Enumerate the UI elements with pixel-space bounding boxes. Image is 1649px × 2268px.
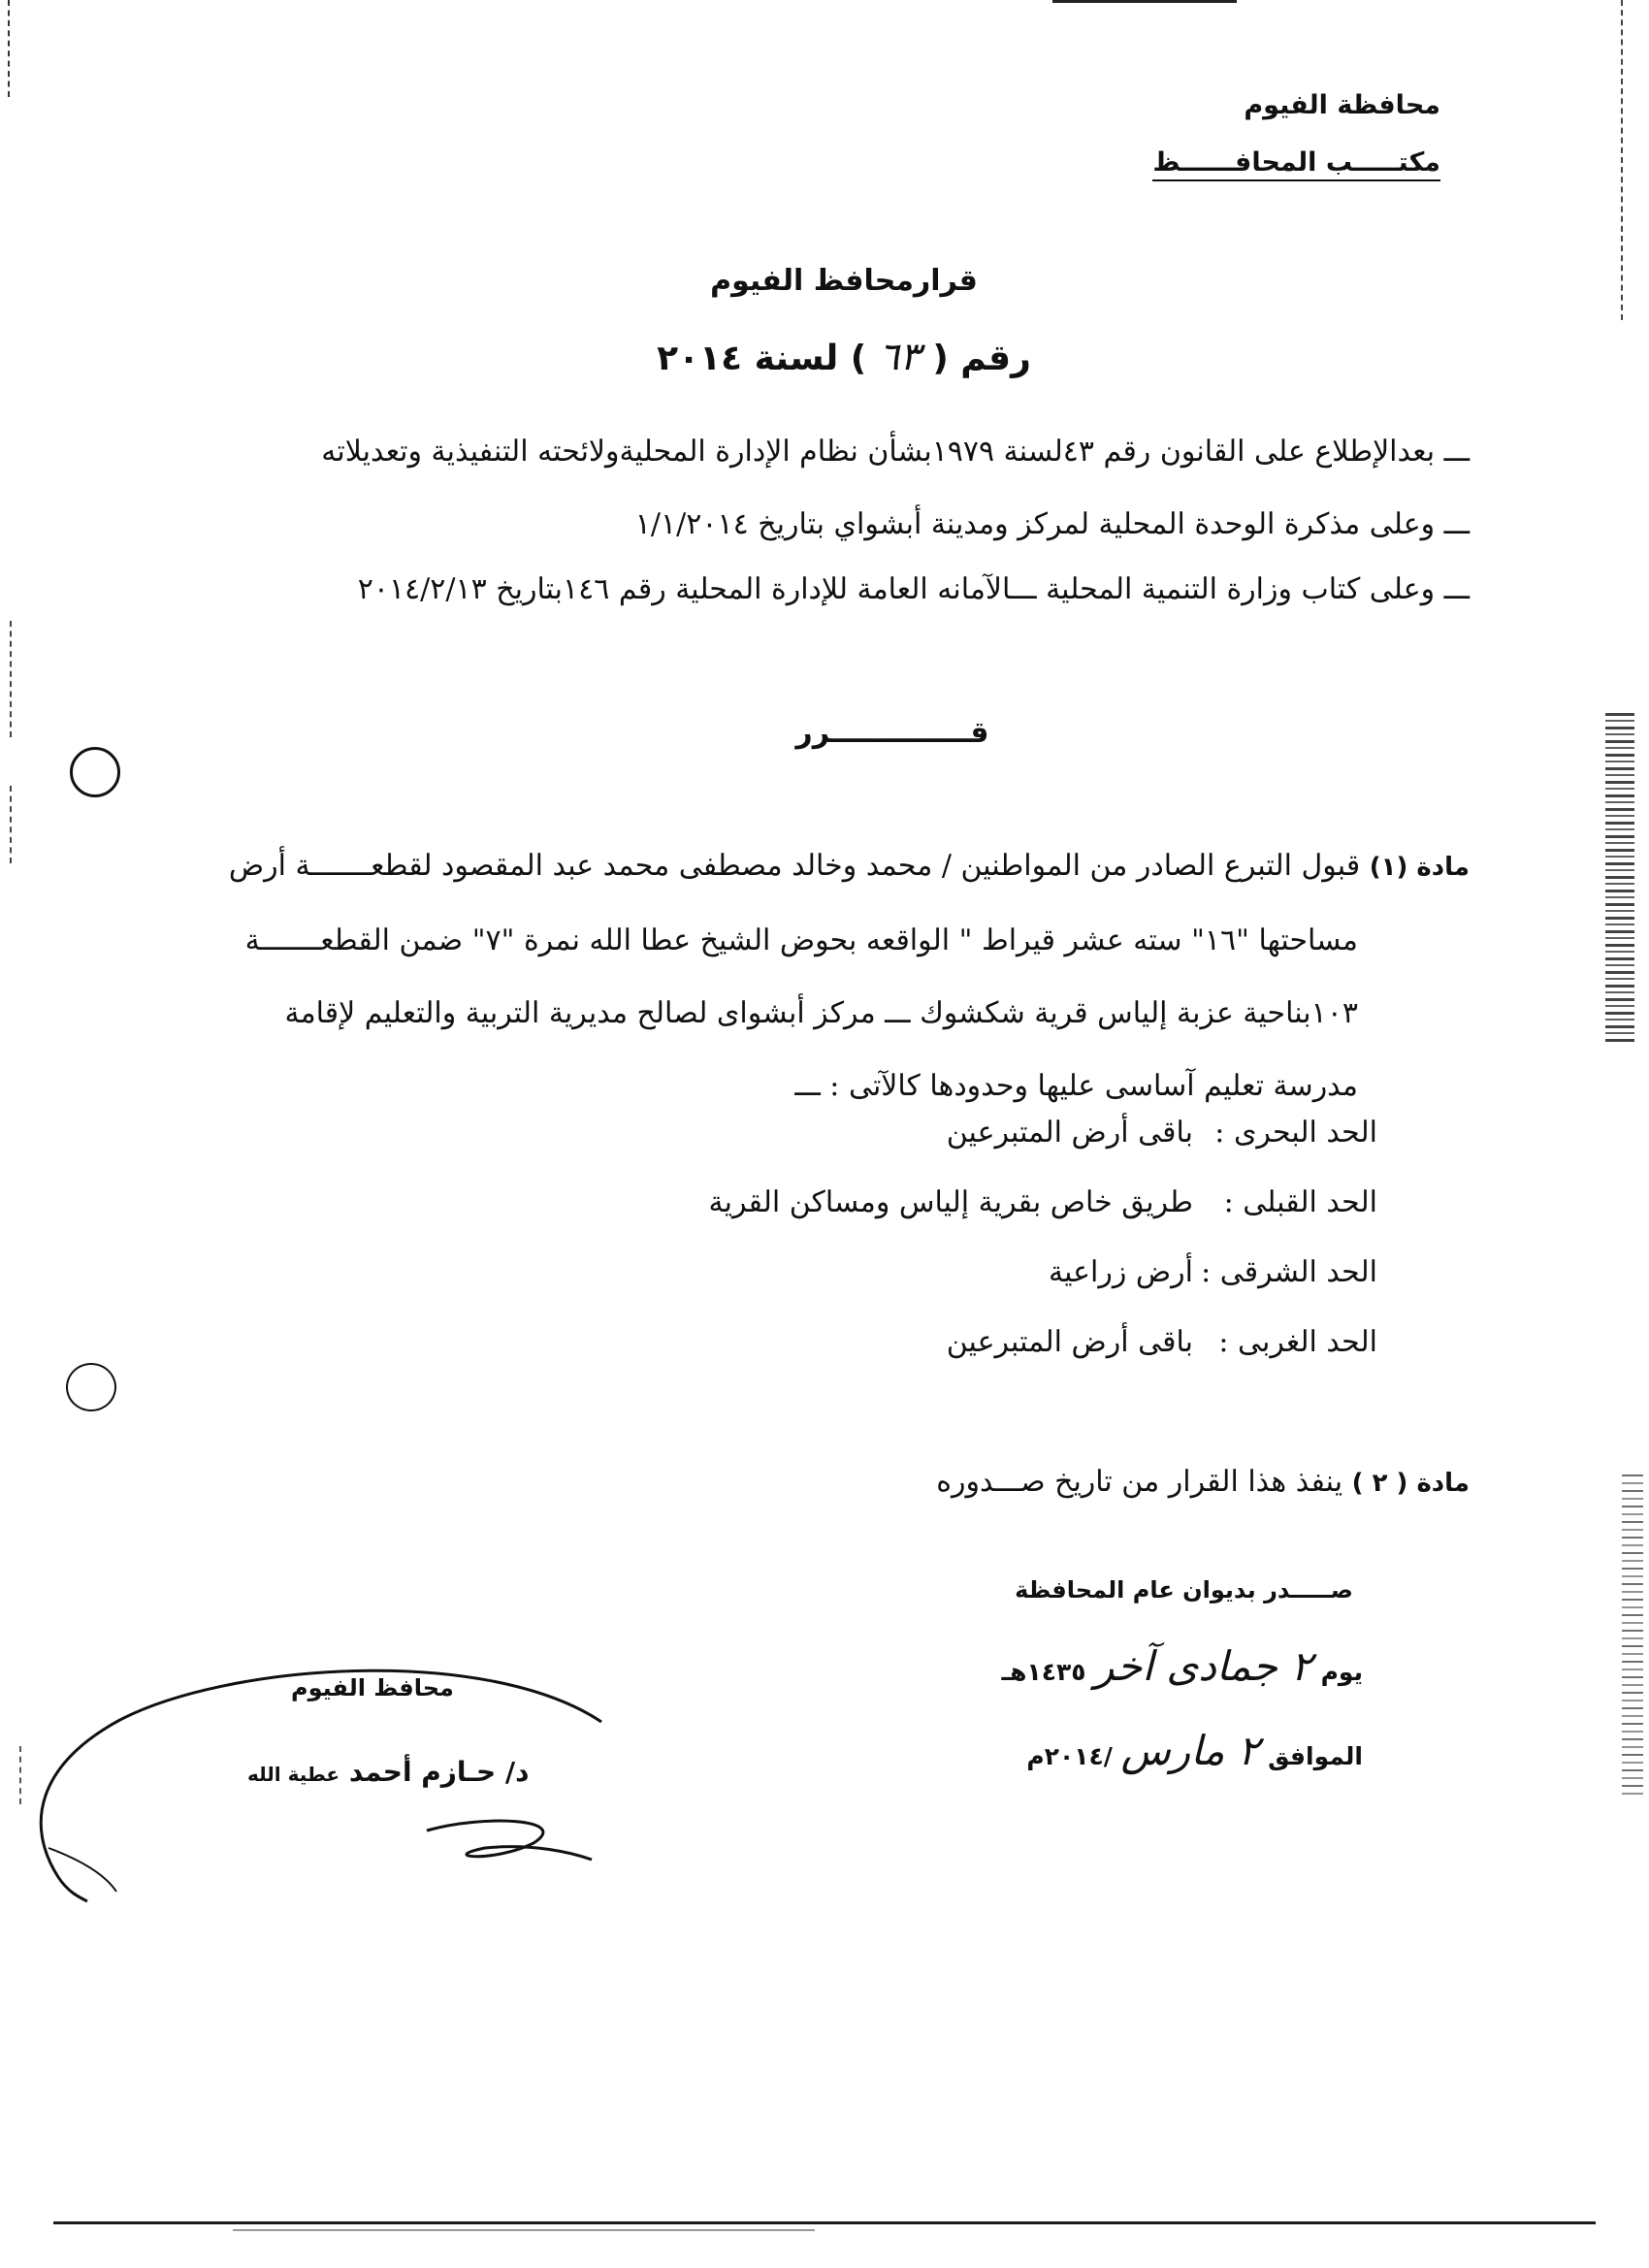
article-2 (936, 1465, 1470, 1499)
article-1 (179, 829, 1470, 1122)
scan-edge-line (53, 2221, 1596, 2224)
punch-hole (70, 747, 120, 797)
decided-heading: قــــــــــــــرر (795, 716, 989, 750)
decree-number-suffix: ) لسنة ٢٠١٤ (657, 339, 867, 378)
scan-edge-mark (10, 786, 14, 863)
preamble-line: ـــ وعلى كتاب وزارة التنمية المحلية ـــالآمانه العامة للإدارة المحلية رقم ١٤٦بتاريخ ٢٠١٤/٢/١٣ (357, 572, 1470, 606)
boundary-side: الحد الغربى : (1218, 1325, 1377, 1359)
article-2-label: مادة ( ٢ ) (1351, 1469, 1470, 1498)
scan-edge-line (233, 2229, 815, 2231)
office-header (1152, 147, 1440, 178)
boundary-value: طريق خاص بقرية إلياس ومساكن القرية (708, 1185, 1193, 1219)
hijri-date-label: يوم (1320, 1658, 1363, 1686)
article-1-line: ١٠٣بناحية عزبة إلياس قرية شكشوك ـــ مركز أبشواى لصالح مديرية التربية والتعليم لإقامة (284, 996, 1358, 1030)
scan-edge-mark (19, 1746, 23, 1804)
scan-edge-line (1052, 0, 1237, 3)
boundary-value: باقى أرض المتبرعين (946, 1116, 1193, 1150)
hijri-date-handwritten: ٢ جمادى آخر (1094, 1642, 1312, 1690)
scan-edge-noise (1605, 713, 1634, 1043)
gregorian-date (1026, 1727, 1363, 1774)
boundary-side: الحد القبلى : (1223, 1185, 1377, 1219)
preamble-line: ـــ وعلى مذكرة الوحدة المحلية لمركز ومدينة أبشواي بتاريخ ١/١/٢٠١٤ (634, 507, 1470, 541)
boundary-east (1049, 1255, 1377, 1289)
boundary-value: أرض زراعية (1049, 1255, 1193, 1289)
boundaries-list (504, 1116, 1377, 1377)
preamble-line: ـــ بعدالإطلاع على القانون رقم ٤٣لسنة ١٩٧٩بشأن نظام الإدارة المحليةولائحته التنفيذية وتعديلاته (321, 435, 1470, 469)
decree-number-handwritten: ٦٣ (878, 335, 921, 379)
boundary-side: الحد الشرقى : (1201, 1255, 1377, 1289)
boundary-west (947, 1325, 1377, 1359)
gregorian-date-year: /٢٠١٤م (1026, 1742, 1113, 1770)
article-1-label: مادة (١) (1369, 853, 1470, 882)
governor-name-main: د/ حـازم أحمد (348, 1756, 530, 1788)
article-2-text: ينفذ هذا القرار من تاريخ صـــدوره (936, 1465, 1343, 1499)
boundary-side: الحد البحرى : (1214, 1116, 1377, 1150)
gregorian-date-handwritten: ٢ مارس (1120, 1727, 1260, 1774)
governor-name (247, 1756, 530, 1788)
article-1-text: قبول التبرع الصادر من المواطنين / محمد وخالد مصطفى محمد عبد المقصود لقطعـــــــة أرض (228, 849, 1361, 883)
article-1-line: مساحتها "١٦" سته عشر قيراط " الواقعه بحوض الشيخ عطا الله نمرة "٧" ضمن القطعـــــــة (244, 923, 1358, 957)
article-1-line (179, 829, 1470, 904)
boundary-south (709, 1185, 1377, 1219)
decree-number-prefix: رقم ( (932, 339, 1031, 378)
hijri-date-year: ١٤٣٥هـ (1001, 1658, 1086, 1686)
hijri-date (1002, 1642, 1363, 1690)
punch-hole (66, 1363, 116, 1411)
scan-edge-noise (1622, 1474, 1643, 1795)
office-header-text: مكتـــــب المحافــــــظ (1152, 147, 1440, 181)
scan-edge-mark (8, 0, 13, 97)
decree-title: قرارمحافظ الفيوم (710, 264, 978, 298)
decree-number (0, 335, 1649, 379)
governorate-header: محافظة الفيوم (1244, 90, 1440, 120)
boundary-north (947, 1116, 1377, 1150)
gregorian-date-label: الموافق (1268, 1742, 1363, 1770)
article-1-line: مدرسة تعليم آساسى عليها وحدودها كالآتى : ـــ (794, 1069, 1358, 1103)
boundary-value: باقى أرض المتبرعين (946, 1325, 1193, 1359)
governor-title: محافظ الفيوم (291, 1674, 454, 1701)
governor-name-small: عطية الله (247, 1763, 340, 1786)
issued-at: صـــــدر بديوان عام المحافظة (1015, 1576, 1353, 1604)
